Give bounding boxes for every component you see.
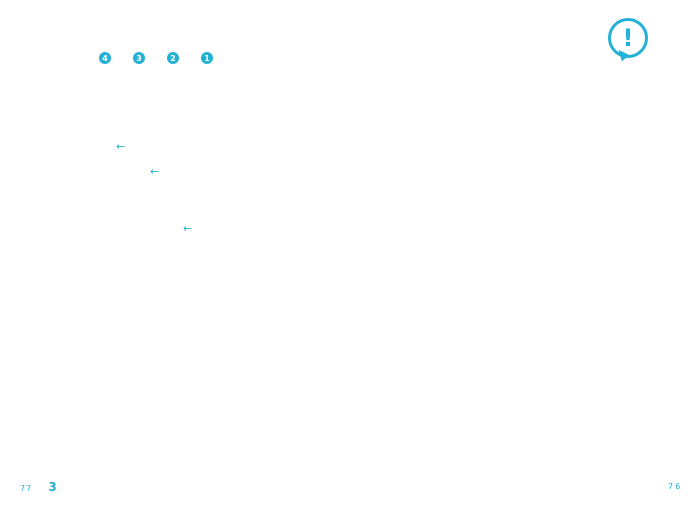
step-number-badge: 1 (201, 52, 213, 64)
arrow-left-icon: ← (150, 165, 160, 178)
step-number-badge: 2 (167, 52, 179, 64)
step-number-badge: 3 (133, 52, 145, 64)
exclamation-bubble-icon: ! (608, 18, 648, 58)
page-76 (350, 0, 700, 505)
page-number: 76 (668, 482, 683, 491)
step-number-badge: 4 (99, 52, 111, 64)
arrow-left-icon: ← (183, 222, 193, 235)
running-footer (20, 480, 67, 494)
chapter-number: 3 (48, 480, 58, 494)
arrow-left-icon: ← (116, 140, 126, 153)
page-number: 77 (20, 484, 33, 493)
